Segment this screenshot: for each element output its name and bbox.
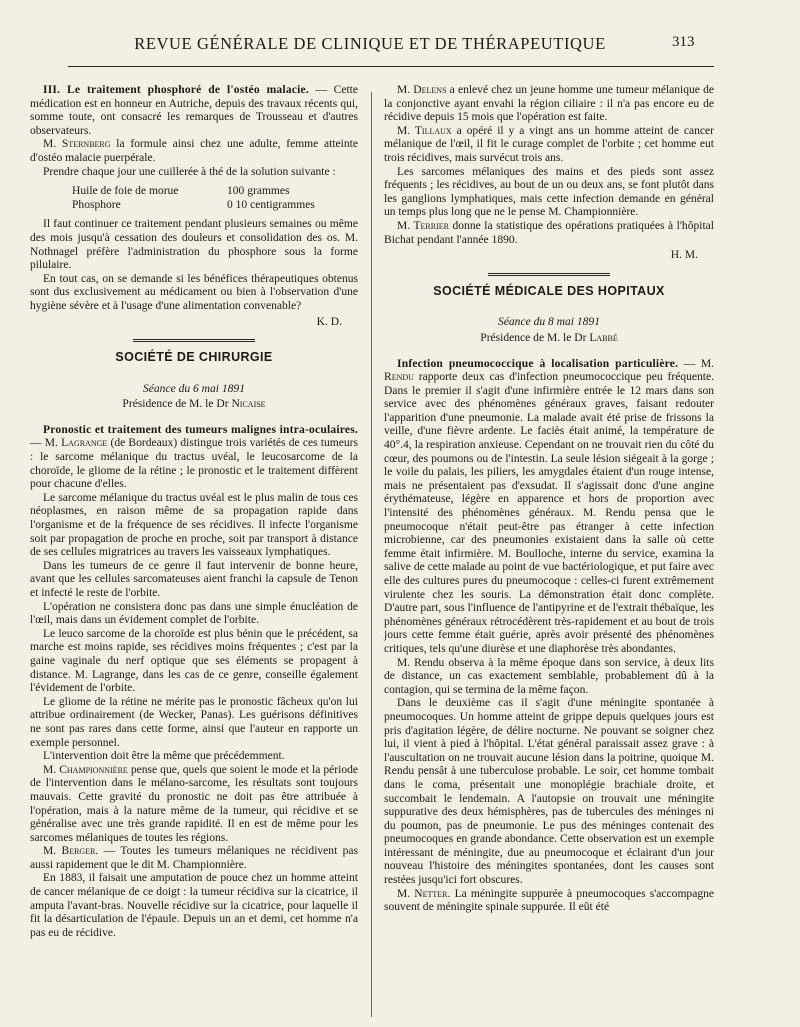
- ingredient-name: Phosphore: [72, 198, 121, 211]
- presidency: [30, 398, 358, 412]
- paragraph-text: rapporte deux cas d'infection pneumococcique peu fréquente. Dans le premier il s'agit d'une infirmière entrée le 12 mars dans son service avec des phénomènes généraux graves, faisant redouter l'apparition d'une pneumonie. La malade avait été prise de frissons la veille, d'une fièvre ardente. Le faciès était animé, la température de 40°.4, la respiration anxieuse. Cependant on ne trouvait rien du côté du cœur, des poumons ou de l'intestin. La seule lésion siégeait à la gorge ; le voile du palais, les piliers, les amygdales étaient d'un rouge intense, mais ne présentaient pas d'exsudat. Il s'agissait donc d'une angine érythémateuse, légère en apparence et hors de proportion avec l'intensité des phénomènes généraux. M. Rendu pensa que le pneumocoque n'était peut-être pas étranger à cette infection microbienne, car des pneumonies existaient dans la salle où cette femme était infirmière. M. Boulloche, interne du service, examina la salive de cette malade au point de vue bactériologique, et put faire avec elle des cultures pures du pneumocoque : celles-ci furent extrêmement virulente chez les souris. La démonstration était donc complète. D'autre part, sous l'influence de l'antipyrine et de l'extrait thébaïque, les phénomènes généraux rétrocédèrent très-rapidement et au bout de trois jours cette femme était guérie, après avoir présenté des phénomènes critiques, tels qu'une diurèse et une diaphorèse très abondantes.: [384, 371, 714, 655]
- paragraph: [384, 358, 714, 657]
- paragraph: L'opération ne consistera donc pas dans une simple énucléation de l'œil, mais dans un évidement complet de l'orbite.: [30, 600, 358, 627]
- author-name: M. Netter.: [397, 887, 451, 900]
- paragraph-text: — M.: [678, 357, 714, 370]
- paragraph: [384, 220, 714, 247]
- presidency: [384, 332, 714, 346]
- paragraph: [30, 138, 358, 165]
- author-name: M. Tillaux: [397, 124, 452, 137]
- society-title: SOCIÉTÉ MÉDICALE DES HOPITAUX: [433, 283, 665, 298]
- paragraph: Il faut continuer ce traitement pendant plusieurs semaines ou même des mois jusqu'à cessation des douleurs et consolidation des os. M. Nothnagel préfère l'administration du phosphore sous la forme pilulaire.: [30, 218, 358, 272]
- presidency-prefix: Présidence de M. le Dr: [480, 331, 590, 344]
- author-name: M. Championnière: [43, 763, 128, 776]
- paragraph: [384, 125, 714, 166]
- author-name: M. Sternberg: [43, 138, 111, 151]
- paragraph-text: — M.: [30, 437, 62, 450]
- paragraph: Les sarcomes mélaniques des mains et des pieds sont assez fréquents ; les récidives, au bout de un ou deux ans, se font plutôt dans les ganglions lymphatiques, mais cette infection demande en général un temps plus long que ne le pense M. Championnière.: [384, 165, 714, 219]
- column-divider: [371, 92, 372, 1017]
- signature: K. D.: [316, 315, 342, 328]
- paragraph: [30, 424, 358, 492]
- paragraph: [384, 84, 714, 125]
- paragraph-text: (de Bordeaux) distingue trois variétés de ces tumeurs : le sarcome mélanique du tractus uvéal, le leucosarcome de la choroïde, le gliome de la rétine ; le pronostic et le traitement diffèrent pour chacune d'elles.: [30, 437, 358, 491]
- author-name: Lagrange: [61, 437, 108, 450]
- paragraph-text: a opéré il y a vingt ans un homme atteint de cancer mélanique de l'œil, il fit le curage complet de l'orbite ; cet homme eut trois récidives, mais survécut trois ans.: [384, 124, 714, 164]
- section-separator: [488, 273, 610, 276]
- presidency-prefix: Présidence de M. le Dr: [122, 398, 232, 411]
- paragraph: [30, 84, 358, 138]
- session-date: Séance du 6 mai 1891: [143, 382, 245, 395]
- page-number: 313: [672, 34, 695, 50]
- paragraph: En tout cas, on se demande si les bénéfices thérapeutiques obtenus sont dus exclusivement au médicament ou bien à l'observation d'une hygiène sévère et à l'usage d'une alimentation convenable?: [30, 272, 358, 312]
- page-header: [0, 28, 800, 68]
- prescription-formula: [72, 185, 358, 212]
- paragraph-text: donne la statistique des opérations pratiquées à l'hôpital Bichat pendant l'année 1890.: [384, 219, 714, 246]
- paragraph: Dans les tumeurs de ce genre il faut intervenir de bonne heure, avant que les cellules sarcomateuses aient franchi la capsule de Tenon et infecté le reste de l'orbite.: [30, 559, 358, 599]
- formula-row: [72, 199, 358, 213]
- paragraph: Dans le deuxième cas il s'agit d'une méningite spontanée à pneumocoques. Un homme atteint de grippe depuis quelques jours est pris d'agitation légère, de délire nocturne. Ne pouvant se soigner chez lui, il vient à pied à l'hôpital. L'état général paraissait assez grave : à l'auscultation on ne trouvait aucune lésion dans la poitrine, quoique M. Rendu pensât à une tuberculose probable. Le soir, cet homme tombait dans le coma, présentait une monoplégie brachiale droite, et succombait le lendemain. A l'autopsie on trouvait une méningite suppurative des deux hémisphères, pas de tubercules des méninges ni du poumon, pas de pneumonie. Le pus des méninges contenait des pneumocoques en grande abondance. Cette observation est un exemple intéressant de méningite, due au pneumocoque et éclairant d'un jour nouveau l'histoire des méningites spontanées, dont les causes sont restées jusqu'ici fort obscures.: [384, 697, 714, 887]
- left-column: [30, 84, 358, 1019]
- ingredient-name: Huile de foie de morue: [72, 185, 179, 198]
- president-name: Nicaise: [231, 398, 266, 411]
- paragraph: Prendre chaque jour une cuillerée à thé de la solution suivante :: [43, 165, 336, 178]
- paragraph-text: pense que, quels que soient le mode et la période de l'intervention dans le mélano-sarcome, les résultats sont toujours mauvais. Cette gravité du pronostic ne doit pas être attribuée à l'opération, mais à la nature même de la tumeur, qui récidive et se généralise avec une très grande rapidité. Il en est de même pour les sarcomes mélaniques de toutes les régions.: [30, 763, 358, 844]
- author-name: M. Delens: [397, 84, 447, 96]
- section-heading: Pronostic et traitement des tumeurs malignes intra-oculaires.: [43, 423, 358, 436]
- section-separator: [133, 339, 255, 342]
- section-heading: Infection pneumococcique à localisation particulière.: [397, 357, 679, 370]
- author-name: M. Berger.: [43, 845, 99, 858]
- formula-row: [72, 185, 358, 199]
- signature: H. M.: [670, 249, 698, 262]
- ingredient-quantity: 0 10 centigrammes: [227, 198, 315, 211]
- paragraph-text: La méningite suppurée à pneumocoques s'accompagne souvent de méningite spinale suppurée. Il eût été: [384, 887, 714, 914]
- paragraph: M. Rendu observa à la même époque dans son service, à deux lits de distance, un cas exactement semblable, probablement dû à la contagion, qui se termina de la même façon.: [384, 656, 714, 696]
- paragraph: [384, 888, 714, 915]
- paragraph-text: — Cette médication est en honneur en Autriche, depuis des travaux récents qui, somme toute, ont consacré les remarques de Trousseau et d'autres observateurs.: [30, 84, 358, 137]
- paragraph-text: — Toutes les tumeurs mélaniques ne récidivent pas aussi rapidement que le dit M. Championnière.: [30, 845, 359, 871]
- right-column: [384, 84, 714, 1019]
- author-name: M. Terrier: [397, 219, 449, 232]
- author-name: Rendu: [384, 371, 414, 384]
- president-name: Labbé: [589, 331, 618, 344]
- paragraph: En 1883, il faisait une amputation de pouce chez un homme atteint de cancer mélanique de ce doigt : la tumeur récidiva sur la cicatrice, il amputa l'avant-bras. Nouvelle récidive sur la cicatrice, pour laquelle il fit la désarticulation de l'épaule. Depuis un an et demi, cet homme n'a pas eu de récidive.: [30, 872, 358, 939]
- paragraph-text: la formule ainsi chez une adulte, femme atteinte d'ostéo malacie puerpérale.: [30, 138, 359, 164]
- running-title: REVUE GÉNÉRALE DE CLINIQUE ET DE THÉRAPEUTIQUE: [134, 34, 606, 53]
- section-heading: III. Le traitement phosphoré de l'ostéo malacie.: [43, 84, 309, 96]
- society-title: SOCIÉTÉ DE CHIRURGIE: [115, 350, 273, 365]
- paragraph: Le leuco sarcome de la choroïde est plus bénin que le précédent, sa marche est moins rapide, ses récidives moins fréquentes ; c'est par la gaine vaginale du nerf optique que ses éléments se propagent à distance. M. Lagrange, dans les cas de ce genre, conseille également l'évidement de l'orbite.: [30, 627, 358, 695]
- header-rule: [68, 66, 714, 67]
- paragraph: Le sarcome mélanique du tractus uvéal est le plus malin de tous ces néoplasmes, en raison même de sa propagation rapide dans l'organisme et de la fréquence de ses récidives. Il infecte l'organisme soit par propagation de proche en proche, soit par transport à distance de ses cellules migratrices au travers les vaisseaux lymphatiques.: [30, 491, 358, 559]
- paragraph: [30, 764, 358, 846]
- ingredient-quantity: 100 grammes: [227, 185, 290, 198]
- paragraph: [30, 845, 358, 872]
- paragraph-text: a enlevé chez un jeune homme une tumeur mélanique de la conjonctive ayant envahi la région ciliaire : il n'a pas encore eu de récidive depuis 15 mois que l'opération est faite.: [384, 84, 714, 124]
- paragraph: Le gliome de la rétine ne mérite pas le pronostic fâcheux qu'on lui attribue ordinairement (de Wecker, Panas). Les guérisons définitives ne sont pas rares dans cette forme, ainsi que l'auteur en rapporte un exemple personnel.: [30, 695, 358, 749]
- paragraph: L'intervention doit être la même que précédemment.: [43, 750, 285, 763]
- session-date: Séance du 8 mai 1891: [498, 316, 600, 329]
